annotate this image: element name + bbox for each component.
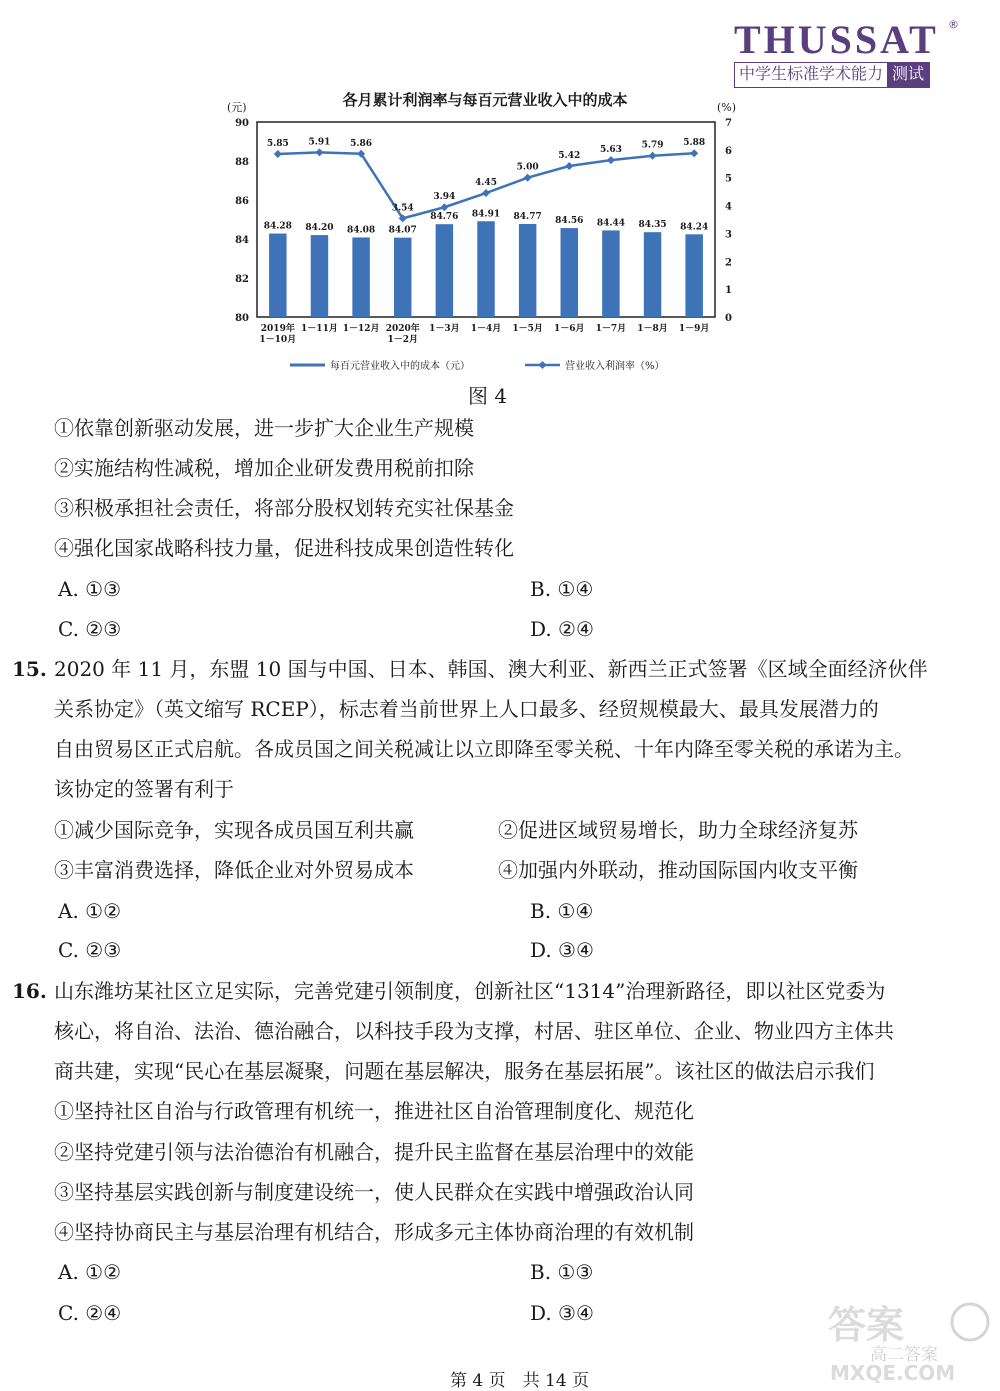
thussat-logo — [730, 16, 960, 86]
q14-option-a[interactable]: A. ①③ — [58, 577, 122, 601]
q15-statement-2: ②促进区域贸易增长，助力全球经济复苏 — [498, 818, 858, 842]
q15-option-a[interactable]: A. ①② — [58, 899, 122, 923]
q15-stem-line-3: 自由贸易区正式启航。各成员国之间关税减让以立即降至零关税、十年内降至零关税的承诺为主。 — [54, 737, 914, 761]
q16-option-c[interactable]: C. ②④ — [58, 1301, 122, 1325]
logo-subtitle — [734, 62, 930, 88]
line-label-2: 5.86 — [350, 138, 373, 149]
watermark-line-3: MXQE.COM — [830, 1361, 956, 1385]
chart-title: 各月累计利润率与每百元营业收入中的成本 — [342, 91, 628, 109]
q15-stem-line-1: 2020 年 11 月，东盟 10 国与中国、日本、韩国、澳大利亚、新西兰正式签署《区域全面经济伙伴 — [54, 657, 928, 681]
line-point-10 — [690, 149, 698, 157]
x-tick-7-0: 1－6月 — [554, 324, 585, 334]
left-tick-3: 86 — [235, 196, 249, 207]
bar-3 — [394, 238, 411, 317]
line-point-4 — [440, 203, 448, 211]
bar-10 — [685, 234, 702, 317]
line-point-6 — [524, 174, 532, 182]
q15-option-c[interactable]: C. ②③ — [58, 938, 122, 962]
line-label-3: 3.54 — [391, 203, 414, 214]
line-point-0 — [274, 150, 282, 158]
logo-registered-mark: ® — [948, 18, 959, 31]
bar-1 — [311, 235, 328, 317]
q15-option-b[interactable]: B. ①④ — [530, 899, 594, 923]
line-label-0: 5.85 — [266, 139, 289, 150]
q16-statement-1: ①坚持社区自治与行政管理有机统一，推进社区自治管理制度化、规范化 — [54, 1099, 694, 1123]
q15-statement-4: ④加强内外联动，推动国际国内收支平衡 — [498, 858, 858, 882]
x-tick-3-1: 1－2月 — [387, 335, 418, 345]
line-label-9: 5.79 — [641, 140, 664, 151]
left-tick-4: 88 — [235, 157, 249, 168]
q14-statement-2: ②实施结构性减税，增加企业研发费用税前扣除 — [54, 456, 474, 480]
right-tick-7: 7 — [725, 118, 732, 129]
x-tick-4-0: 1－3月 — [429, 324, 460, 334]
q15-stem-line-4: 该协定的签署有利于 — [54, 777, 234, 801]
x-tick-8-0: 1－7月 — [595, 324, 627, 334]
bar-2 — [352, 237, 369, 317]
q16-statement-4: ④坚持协商民主与基层治理有机结合，形成多元主体协商治理的有效机制 — [54, 1220, 694, 1244]
bar-label-9: 84.35 — [638, 220, 667, 231]
bar-6 — [519, 224, 536, 317]
x-tick-10-0: 1－9月 — [678, 324, 710, 334]
bar-label-6: 84.77 — [513, 211, 542, 222]
line-label-6: 5.00 — [516, 162, 539, 173]
page-footer: 第 4 页 共 14 页 — [450, 1371, 590, 1391]
left-tick-0: 80 — [235, 313, 249, 324]
watermark-line-2: 高二答案 — [870, 1345, 938, 1365]
bar-label-7: 84.56 — [555, 216, 584, 227]
line-label-4: 3.94 — [433, 192, 456, 203]
right-tick-0: 0 — [725, 313, 732, 324]
x-tick-1-0: 1－11月 — [301, 324, 338, 334]
x-tick-5-0: 1－4月 — [470, 324, 502, 334]
bar-label-5: 84.91 — [471, 209, 501, 220]
watermark-seal-icon — [952, 1304, 988, 1340]
q15-stem-line-2: 关系协定》（英文缩写 RCEP），标志着当前世界上人口最多、经贸规模最大、最具发展潜力的 — [54, 697, 879, 721]
logo-subtitle-left: 中学生标准学术能力 — [735, 63, 887, 87]
q16-option-a[interactable]: A. ①② — [58, 1260, 122, 1284]
line-label-10: 5.88 — [683, 138, 706, 149]
left-axis-unit: (元) — [227, 101, 247, 114]
x-tick-6-0: 1－5月 — [512, 324, 543, 334]
legend-bar-label: 每百元营业收入中的成本（元） — [330, 361, 470, 372]
bar-label-3: 84.07 — [388, 225, 417, 236]
bar-4 — [436, 224, 453, 317]
q14-option-c[interactable]: C. ②③ — [58, 617, 122, 641]
q16-option-d[interactable]: D. ③④ — [530, 1301, 594, 1325]
q16-stem-line-3: 商共建，实现“民心在基层凝聚，问题在基层解决，服务在基层拓展”。该社区的做法启示我们 — [54, 1059, 875, 1083]
bar-label-2: 84.08 — [346, 225, 376, 236]
line-label-1: 5.91 — [308, 137, 331, 148]
right-tick-1: 1 — [725, 285, 732, 297]
x-tick-9-0: 1－8月 — [637, 324, 668, 334]
profit-cost-chart — [215, 84, 755, 384]
legend-line-label: 营业收入利润率（%） — [565, 361, 665, 372]
x-tick-0-1: 1－10月 — [259, 335, 297, 345]
right-tick-2: 2 — [725, 257, 732, 269]
q14-option-d[interactable]: D. ②④ — [530, 617, 594, 641]
q14-option-b[interactable]: B. ①④ — [530, 577, 594, 601]
line-point-8 — [607, 156, 615, 164]
x-tick-0-0: 2019年 — [260, 324, 295, 334]
q16-statement-3: ③坚持基层实践创新与制度建设统一，使人民群众在实践中增强政治认同 — [54, 1180, 694, 1204]
bar-9 — [644, 232, 661, 317]
line-point-5 — [482, 189, 490, 197]
q14-statement-4: ④强化国家战略科技力量，促进科技成果创造性转化 — [54, 536, 514, 560]
left-tick-1: 82 — [235, 274, 249, 285]
line-label-7: 5.42 — [558, 151, 581, 162]
bar-5 — [477, 221, 494, 317]
q15-option-d[interactable]: D. ③④ — [530, 938, 594, 962]
logo-wordmark: THUSSAT — [734, 17, 939, 62]
q15-statement-1: ①减少国际竞争，实现各成员国互利共赢 — [54, 818, 414, 842]
right-tick-6: 6 — [725, 145, 732, 157]
watermark-line-1: 答案 — [828, 1303, 905, 1347]
right-axis-unit: (%) — [717, 101, 737, 114]
bar-label-0: 84.28 — [263, 221, 292, 232]
q16-stem-line-2: 核心，将自治、法治、德治融合，以科技手段为支撑，村居、驻区单位、企业、物业四方主体共 — [54, 1019, 894, 1043]
line-point-1 — [315, 148, 323, 156]
bar-0 — [269, 234, 286, 317]
logo-subtitle-right: 测试 — [887, 63, 929, 87]
right-tick-4: 4 — [725, 201, 732, 213]
line-point-9 — [649, 152, 657, 160]
line-label-8: 5.63 — [599, 145, 622, 156]
q16-statement-2: ②坚持党建引领与法治德治有机融合，提升民主监督在基层治理中的效能 — [54, 1140, 694, 1164]
x-tick-3-0: 2020年 — [385, 324, 420, 334]
figure-caption: 图 4 — [468, 384, 508, 408]
site-watermark — [820, 1300, 990, 1385]
q16-number: 16. — [12, 979, 47, 1003]
q15-number: 15. — [12, 657, 47, 681]
left-tick-5: 90 — [235, 118, 249, 129]
legend-line-marker — [539, 361, 547, 369]
x-tick-2-0: 1－12月 — [342, 324, 380, 334]
bar-label-10: 84.24 — [680, 222, 709, 233]
bar-7 — [561, 228, 578, 317]
bar-8 — [602, 230, 619, 317]
q14-statement-1: ①依靠创新驱动发展，进一步扩大企业生产规模 — [54, 416, 474, 440]
bar-label-4: 84.76 — [430, 212, 459, 223]
right-tick-5: 5 — [725, 173, 732, 185]
line-label-5: 4.45 — [475, 178, 497, 189]
left-tick-2: 84 — [235, 235, 249, 246]
bar-label-1: 84.20 — [305, 223, 334, 234]
q15-statement-3: ③丰富消费选择，降低企业对外贸易成本 — [54, 858, 414, 882]
right-tick-3: 3 — [725, 229, 732, 241]
q14-statement-3: ③积极承担社会责任，将部分股权划转充实社保基金 — [54, 496, 514, 520]
q16-option-b[interactable]: B. ①③ — [530, 1260, 594, 1284]
bar-label-8: 84.44 — [596, 218, 626, 229]
q16-stem-line-1: 山东潍坊某社区立足实际，完善党建引领制度，创新社区“1314”治理新路径，即以社区党委为 — [54, 979, 886, 1003]
line-point-7 — [565, 162, 573, 170]
